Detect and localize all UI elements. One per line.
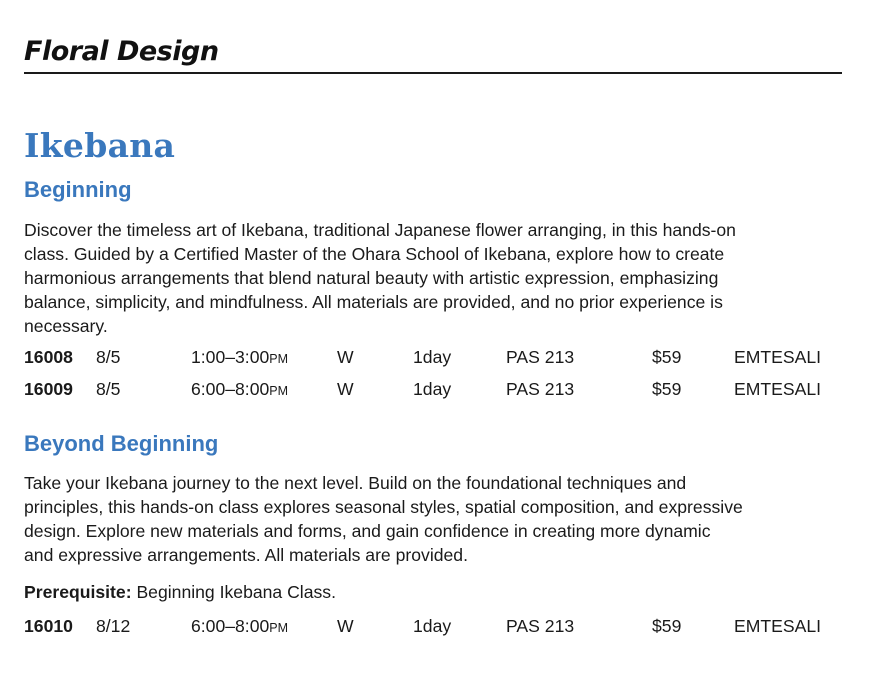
session-room: PAS 213 [506, 379, 575, 399]
session-duration: 1day [413, 347, 452, 367]
beyond-description [24, 471, 846, 567]
description-line: principles, this hands-on class explores seasonal styles, spatial composition, and expressive [24, 497, 743, 517]
session-day: W [337, 616, 354, 636]
session-row [24, 345, 844, 369]
time-range: 6:00–8:00 [191, 379, 270, 399]
time-range: 1:00–3:00 [191, 347, 270, 367]
section-title: Floral Design [24, 36, 219, 67]
beyond-beginning-heading: Beyond Beginning [24, 431, 219, 456]
session-date: 8/5 [96, 347, 121, 367]
time-range: 6:00–8:00 [191, 616, 270, 636]
session-time [191, 345, 288, 371]
session-price: $59 [652, 379, 682, 399]
session-day: W [337, 347, 354, 367]
session-time [191, 377, 288, 403]
time-ampm: PM [269, 384, 289, 398]
description-line: necessary. [24, 316, 108, 336]
description-line: Discover the timeless art of Ikebana, traditional Japanese flower arranging, in this hands-on [24, 220, 736, 240]
prerequisite-text: Beginning Ikebana Class. [131, 582, 336, 602]
section-header [24, 30, 842, 74]
description-line: balance, simplicity, and mindfulness. All materials are provided, and no prior experience is [24, 292, 723, 312]
course-title: Ikebana [24, 126, 176, 165]
session-duration: 1day [413, 616, 452, 636]
course-number: 16009 [24, 379, 73, 399]
course-number: 16008 [24, 347, 73, 367]
session-date: 8/12 [96, 616, 131, 636]
session-duration: 1day [413, 379, 452, 399]
session-day: W [337, 379, 354, 399]
description-line: class. Guided by a Certified Master of the Ohara School of Ikebana, explore how to create [24, 244, 725, 264]
session-row [24, 377, 844, 401]
prerequisite-label: Prerequisite: [24, 582, 132, 602]
beginning-heading: Beginning [24, 177, 132, 202]
time-ampm: PM [269, 621, 289, 635]
session-room: PAS 213 [506, 347, 575, 367]
session-row [24, 614, 844, 638]
session-price: $59 [652, 616, 682, 636]
session-price: $59 [652, 347, 682, 367]
description-line: harmonious arrangements that blend natural beauty with artistic expression, emphasizing [24, 268, 719, 288]
beginning-description [24, 218, 846, 338]
time-ampm: PM [269, 352, 289, 366]
session-time [191, 614, 288, 640]
session-date: 8/5 [96, 379, 121, 399]
session-instructor: EMTESALI [734, 347, 822, 367]
session-room: PAS 213 [506, 616, 575, 636]
session-instructor: EMTESALI [734, 616, 822, 636]
description-line: design. Explore new materials and forms, and gain confidence in creating more dynamic [24, 521, 711, 541]
prerequisite [24, 580, 336, 604]
description-line: and expressive arrangements. All materials are provided. [24, 545, 468, 565]
course-number: 16010 [24, 616, 73, 636]
session-instructor: EMTESALI [734, 379, 822, 399]
description-line: Take your Ikebana journey to the next level. Build on the foundational techniques and [24, 473, 687, 493]
